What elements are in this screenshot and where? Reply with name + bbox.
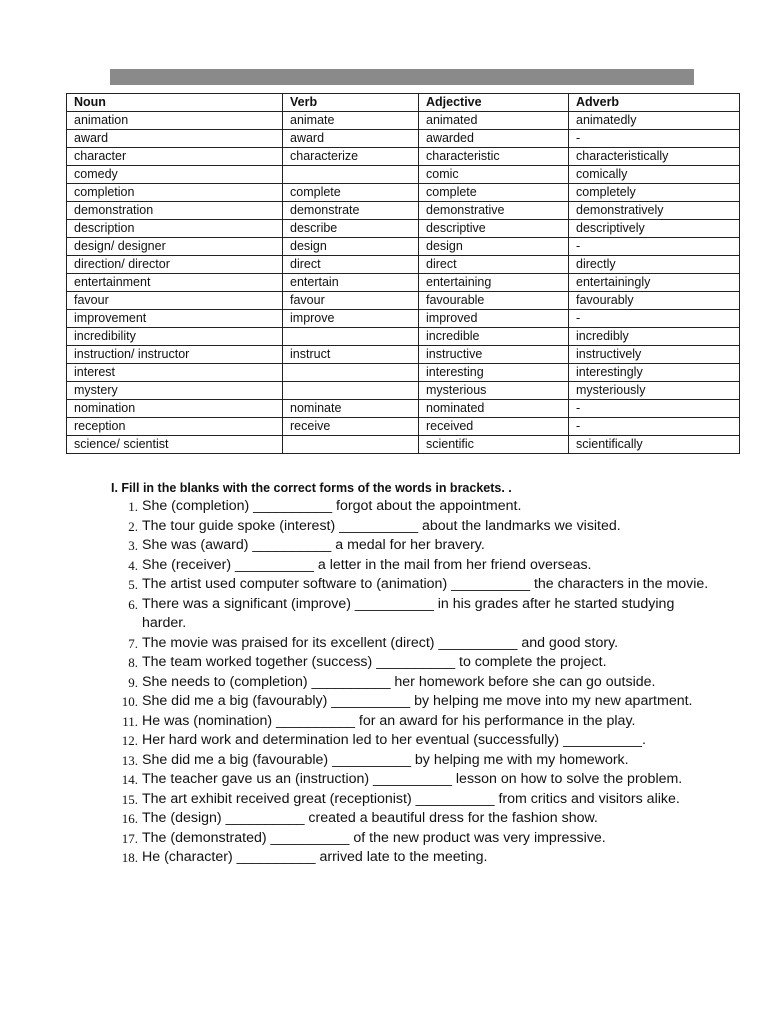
item-number: 1. xyxy=(128,499,138,514)
table-cell: interesting xyxy=(419,364,569,382)
list-item xyxy=(100,673,710,693)
table-cell: nominated xyxy=(419,400,569,418)
list-item xyxy=(100,751,710,771)
item-text: He was (nomination) __________ for an award for his performance in the play. xyxy=(142,712,636,729)
table-cell xyxy=(283,364,419,382)
table-cell: favour xyxy=(67,292,283,310)
table-cell: instructive xyxy=(419,346,569,364)
item-text: The movie was praised for its excellent (direct) __________ and good story. xyxy=(142,634,619,651)
table-cell xyxy=(283,382,419,400)
table-cell: descriptively xyxy=(569,220,740,238)
table-row xyxy=(67,418,740,436)
table-cell: favourable xyxy=(419,292,569,310)
table-cell: demonstration xyxy=(67,202,283,220)
table-cell: incredibility xyxy=(67,328,283,346)
item-text: The tour guide spoke (interest) __________ about the landmarks we visited. xyxy=(142,517,621,534)
item-number: 16. xyxy=(121,811,138,826)
table-cell: science/ scientist xyxy=(67,436,283,454)
table-row xyxy=(67,166,740,184)
exercise-instruction: I. Fill in the blanks with the correct forms of the words in brackets. . xyxy=(111,481,512,495)
item-number: 11. xyxy=(122,713,138,729)
table-cell: instruct xyxy=(283,346,419,364)
item-number: 13. xyxy=(121,752,138,768)
item-text: The (design) __________ created a beautiful dress for the fashion show. xyxy=(142,810,598,826)
list-item xyxy=(100,712,710,732)
list-item xyxy=(100,536,710,556)
table-cell: mystery xyxy=(67,382,283,400)
item-number: 5. xyxy=(128,577,138,592)
table-cell: animatedly xyxy=(569,112,740,130)
table-cell: incredibly xyxy=(569,328,740,346)
item-text: She (receiver) __________ a letter in the mail from her friend overseas. xyxy=(142,556,592,573)
column-header-adverb: Adverb xyxy=(569,94,740,112)
table-cell: entertainingly xyxy=(569,274,740,292)
table-cell: favourably xyxy=(569,292,740,310)
table-cell: characterize xyxy=(283,148,419,166)
table-row xyxy=(67,130,740,148)
table-cell: received xyxy=(419,418,569,436)
table-cell: improvement xyxy=(67,310,283,328)
item-text: Her hard work and determination led to her eventual (successfully) __________. xyxy=(142,732,646,748)
item-text: She was (award) __________ a medal for her bravery. xyxy=(142,537,485,553)
table-row xyxy=(67,202,740,220)
table-row xyxy=(67,364,740,382)
item-number: 14. xyxy=(121,772,138,787)
table-row xyxy=(67,400,740,418)
table-cell: complete xyxy=(283,184,419,202)
table-cell: instructively xyxy=(569,346,740,364)
table-cell: favour xyxy=(283,292,419,310)
table-row xyxy=(67,238,740,256)
item-number: 6. xyxy=(128,596,138,612)
list-item xyxy=(100,653,710,673)
table-cell: design xyxy=(419,238,569,256)
item-text: He (character) __________ arrived late to the meeting. xyxy=(142,849,488,865)
table-row xyxy=(67,310,740,328)
list-item xyxy=(100,517,710,537)
table-cell: improve xyxy=(283,310,419,328)
item-text: She did me a big (favourable) __________ by helping me with my homework. xyxy=(142,751,629,768)
item-number: 7. xyxy=(128,635,138,651)
item-number: 17. xyxy=(121,830,138,846)
table-row xyxy=(67,274,740,292)
table-cell: demonstratively xyxy=(569,202,740,220)
item-text: The artist used computer software to (animation) __________ the characters in the movie. xyxy=(142,576,709,592)
list-item xyxy=(100,829,710,849)
table-cell: instruction/ instructor xyxy=(67,346,283,364)
table-cell: entertainment xyxy=(67,274,283,292)
table-row xyxy=(67,256,740,274)
item-text: The art exhibit received great (receptionist) __________ from critics and visitors alike. xyxy=(142,790,680,807)
table-cell: nomination xyxy=(67,400,283,418)
table-cell: - xyxy=(569,400,740,418)
table-cell: design xyxy=(283,238,419,256)
item-text: There was a significant (improve) __________ in his grades after he started studying harder. xyxy=(142,595,675,631)
table-cell: completely xyxy=(569,184,740,202)
table-cell: direct xyxy=(419,256,569,274)
item-number: 12. xyxy=(121,733,138,748)
table-cell: interestingly xyxy=(569,364,740,382)
table-cell: - xyxy=(569,418,740,436)
item-text: She needs to (completion) __________ her homework before she can go outside. xyxy=(142,673,656,690)
item-number: 18. xyxy=(121,850,138,865)
table-cell: nominate xyxy=(283,400,419,418)
word-forms-table xyxy=(66,93,740,454)
item-text: The team worked together (success) __________ to complete the project. xyxy=(142,654,607,670)
table-cell: comedy xyxy=(67,166,283,184)
table-row xyxy=(67,220,740,238)
table-cell: - xyxy=(569,130,740,148)
table-cell: entertain xyxy=(283,274,419,292)
exercise-list xyxy=(100,497,710,868)
list-item xyxy=(100,809,710,829)
table-cell: descriptive xyxy=(419,220,569,238)
table-cell: incredible xyxy=(419,328,569,346)
table-row xyxy=(67,148,740,166)
table-cell: mysteriously xyxy=(569,382,740,400)
column-header-adjective: Adjective xyxy=(419,94,569,112)
item-text: The teacher gave us an (instruction) __________ lesson on how to solve the problem. xyxy=(142,771,683,787)
item-number: 8. xyxy=(128,655,138,670)
column-header-noun: Noun xyxy=(67,94,283,112)
table-row xyxy=(67,184,740,202)
list-item xyxy=(100,692,710,712)
table-cell: describe xyxy=(283,220,419,238)
table-cell: comic xyxy=(419,166,569,184)
table-cell: directly xyxy=(569,256,740,274)
table-cell: mysterious xyxy=(419,382,569,400)
table-cell: scientific xyxy=(419,436,569,454)
list-item xyxy=(100,848,710,868)
table-cell: reception xyxy=(67,418,283,436)
table-cell: entertaining xyxy=(419,274,569,292)
table-cell: animated xyxy=(419,112,569,130)
table-row xyxy=(67,112,740,130)
item-text: The (demonstrated) __________ of the new product was very impressive. xyxy=(142,829,606,846)
list-item xyxy=(100,575,710,595)
table-cell: receive xyxy=(283,418,419,436)
table-row xyxy=(67,346,740,364)
item-text: She did me a big (favourably) __________ by helping me move into my new apartment. xyxy=(142,693,693,709)
table-cell: comically xyxy=(569,166,740,184)
table-row xyxy=(67,436,740,454)
column-header-verb: Verb xyxy=(283,94,419,112)
item-text: She (completion) __________ forgot about the appointment. xyxy=(142,498,522,514)
table-cell: character xyxy=(67,148,283,166)
item-number: 4. xyxy=(128,557,138,573)
header-bar xyxy=(110,69,694,85)
list-item xyxy=(100,595,710,634)
table-row xyxy=(67,382,740,400)
list-item xyxy=(100,790,710,810)
item-number: 3. xyxy=(128,538,138,553)
list-item xyxy=(100,497,710,517)
table-cell: animate xyxy=(283,112,419,130)
table-body xyxy=(67,112,740,454)
item-number: 15. xyxy=(121,791,138,807)
table-cell: award xyxy=(283,130,419,148)
table-cell: award xyxy=(67,130,283,148)
table-header-row xyxy=(67,94,740,112)
table-cell: - xyxy=(569,310,740,328)
table-cell: characteristically xyxy=(569,148,740,166)
table-cell: interest xyxy=(67,364,283,382)
list-item xyxy=(100,731,710,751)
list-item xyxy=(100,634,710,654)
table-cell xyxy=(283,166,419,184)
table-cell: demonstrate xyxy=(283,202,419,220)
table-cell xyxy=(283,436,419,454)
table-cell xyxy=(283,328,419,346)
table-cell: awarded xyxy=(419,130,569,148)
table-cell: direct xyxy=(283,256,419,274)
table-cell: scientifically xyxy=(569,436,740,454)
table-cell: improved xyxy=(419,310,569,328)
table-cell: demonstrative xyxy=(419,202,569,220)
item-number: 9. xyxy=(128,674,138,690)
item-number: 10. xyxy=(121,694,138,709)
table-cell: description xyxy=(67,220,283,238)
item-number: 2. xyxy=(128,518,138,534)
table-cell: animation xyxy=(67,112,283,130)
list-item xyxy=(100,770,710,790)
table-row xyxy=(67,328,740,346)
table-cell: complete xyxy=(419,184,569,202)
table-cell: - xyxy=(569,238,740,256)
table-cell: design/ designer xyxy=(67,238,283,256)
table-cell: direction/ director xyxy=(67,256,283,274)
table-row xyxy=(67,292,740,310)
list-item xyxy=(100,556,710,576)
table-cell: completion xyxy=(67,184,283,202)
table-cell: characteristic xyxy=(419,148,569,166)
